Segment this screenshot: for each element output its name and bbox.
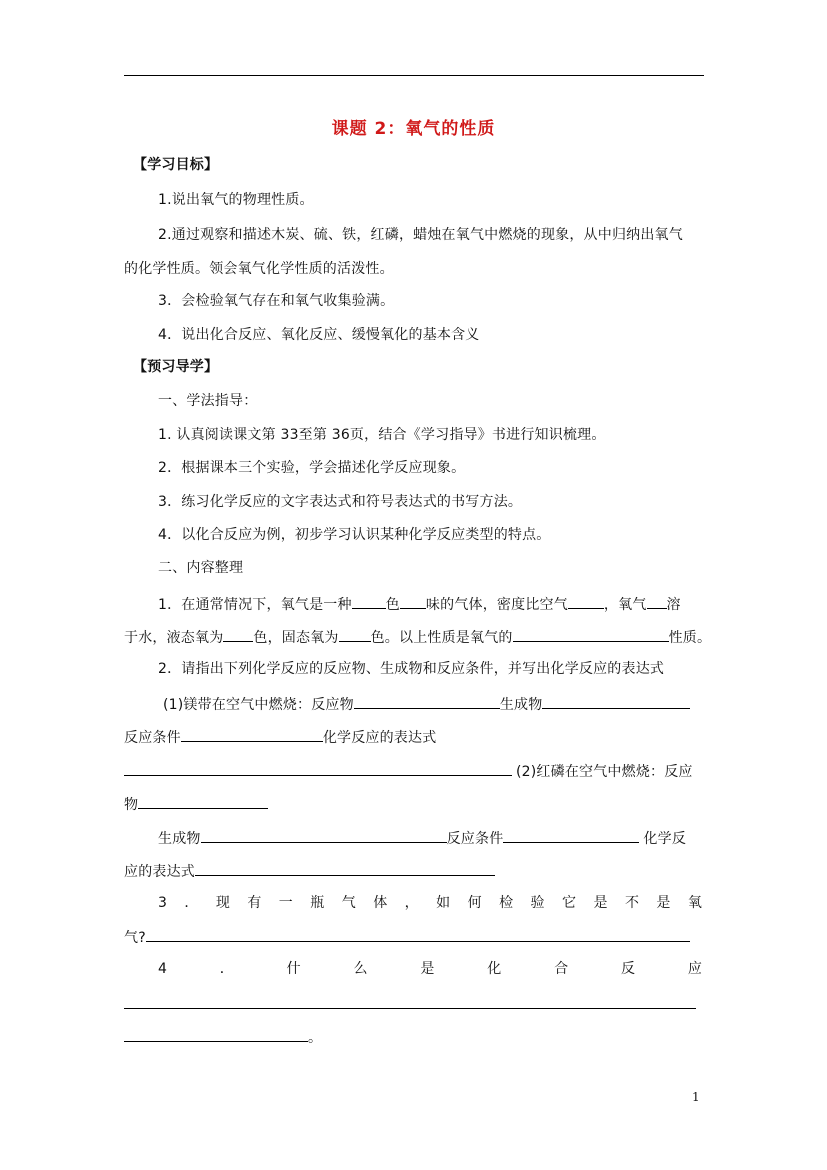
fill-blank[interactable]	[647, 594, 667, 609]
fill-blank[interactable]	[223, 627, 253, 642]
q4-char: 合	[554, 961, 569, 977]
q2-text: 生成物	[499, 697, 543, 713]
reaction-2-line-3	[124, 861, 495, 881]
q3-char: 氧	[687, 895, 702, 911]
fill-blank[interactable]	[195, 861, 495, 876]
goal-item: 2.通过观察和描述木炭、硫、铁，红磷，蜡烛在氧气中燃烧的现象，从中归纳出氧气	[158, 227, 683, 243]
q1-text: 性质。	[668, 630, 712, 646]
q4-text: 。	[308, 1030, 323, 1046]
method-item: 2．根据课本三个实验，学会描述化学反应现象。	[158, 460, 466, 476]
fill-blank[interactable]	[354, 694, 500, 709]
method-item: 4．以化合反应为例，初步学习认识某种化学反应类型的特点。	[158, 527, 551, 543]
reaction-1-line-3	[124, 761, 693, 781]
q2-text: 反应条件	[124, 730, 181, 746]
reaction-1-line-1	[163, 694, 690, 714]
q3-char: 气	[341, 895, 356, 911]
q4-char: 应	[687, 961, 702, 977]
question-3-line-2	[124, 927, 690, 947]
q4-char: ．	[219, 961, 234, 977]
fill-blank[interactable]	[513, 627, 669, 642]
q3-char: 3	[158, 895, 167, 911]
goal-item: 3．会检验氧气存在和氧气收集验满。	[158, 293, 395, 309]
page-title: 课题 2：氧气的性质	[331, 119, 496, 139]
question-2-intro: 2．请指出下列化学反应的反应物、生成物和反应条件，并写出化学反应的表达式	[158, 661, 665, 677]
q4-char: 么	[353, 961, 368, 977]
q4-char: 反	[621, 961, 636, 977]
question-3-line-1	[158, 894, 702, 912]
part1-heading: 一、学法指导：	[158, 393, 258, 409]
q2-text: 生成物	[158, 831, 201, 847]
q3-char: 体	[373, 895, 388, 911]
fill-blank[interactable]	[181, 727, 323, 742]
fill-blank[interactable]	[339, 627, 371, 642]
q3-text: 气?	[124, 930, 146, 946]
question-4-line-1	[158, 960, 702, 978]
goal-item-cont: 的化学性质。领会氧气化学性质的活泼性。	[124, 261, 394, 277]
q3-char: 瓶	[310, 895, 325, 911]
q3-char: 现	[215, 895, 230, 911]
q3-char: 一	[278, 895, 293, 911]
fill-blank[interactable]	[146, 927, 690, 942]
q3-char: 是	[593, 895, 608, 911]
q2-text: (2)红磷在空气中燃烧：反应	[516, 764, 693, 780]
q2-text: (1)镁带在空气中燃烧：反应物	[163, 697, 354, 713]
q1-text: 于水，液态氧为	[124, 630, 224, 646]
q2-text: 化学反	[643, 831, 687, 847]
question-4-line-3	[124, 1027, 322, 1047]
q1-text: 味的气体，密度比空气	[425, 597, 568, 613]
header-rule	[124, 75, 704, 76]
fill-blank[interactable]	[542, 694, 690, 709]
q1-text: 1．在通常情况下，氧气是一种	[158, 597, 352, 613]
fill-blank[interactable]	[352, 594, 386, 609]
goals-heading: 【学习目标】	[133, 157, 219, 173]
q3-char: 验	[530, 895, 545, 911]
q3-char: 有	[247, 895, 262, 911]
page-number: 1	[692, 1090, 700, 1104]
question-4-line-2	[124, 994, 696, 1014]
q2-text: 反应条件	[446, 831, 504, 847]
q4-char: 是	[420, 961, 435, 977]
fill-blank[interactable]	[124, 994, 696, 1009]
fill-blank[interactable]	[503, 828, 639, 843]
q1-text: 色。以上性质是氧气的	[370, 630, 513, 646]
fill-blank[interactable]	[400, 594, 426, 609]
goal-item: 4．说出化合反应、氧化反应、缓慢氧化的基本含义	[158, 327, 480, 343]
q4-char: 化	[487, 961, 502, 977]
fill-blank[interactable]	[124, 761, 512, 776]
q1-text: 色，固态氧为	[253, 630, 339, 646]
q3-char: 何	[467, 895, 482, 911]
preview-heading: 【预习导学】	[133, 359, 219, 375]
reaction-2-line-1	[124, 794, 268, 814]
q2-text: 化学反应的表达式	[322, 730, 437, 746]
q3-char: 检	[499, 895, 514, 911]
q1-text: 溶	[666, 597, 681, 613]
q3-char: 它	[562, 895, 577, 911]
reaction-1-line-2	[124, 727, 436, 747]
q2-text: 物	[124, 797, 139, 813]
q3-char: ，	[404, 895, 419, 911]
fill-blank[interactable]	[124, 1027, 308, 1042]
q3-char: 是	[656, 895, 671, 911]
q4-char: 4	[158, 961, 167, 977]
q3-char: 如	[436, 895, 451, 911]
q4-char: 什	[286, 961, 301, 977]
fill-blank[interactable]	[568, 594, 604, 609]
fill-blank[interactable]	[201, 828, 447, 843]
part2-heading: 二、内容整理	[158, 560, 244, 576]
q2-text: 应的表达式	[124, 864, 195, 880]
question-1-line-2	[124, 627, 711, 647]
q1-text: ，氧气	[603, 597, 647, 613]
q3-char: 不	[624, 895, 639, 911]
question-1-line-1	[158, 594, 681, 614]
q3-char: ．	[184, 895, 199, 911]
method-item: 3．练习化学反应的文字表达式和符号表达式的书写方法。	[158, 494, 523, 510]
fill-blank[interactable]	[138, 794, 268, 809]
method-item: 1. 认真阅读课文第 33至第 36页，结合《学习指导》书进行知识梳理。	[158, 427, 606, 443]
reaction-2-line-2	[158, 828, 686, 848]
q1-text: 色	[385, 597, 400, 613]
goal-item: 1.说出氧气的物理性质。	[158, 192, 314, 208]
